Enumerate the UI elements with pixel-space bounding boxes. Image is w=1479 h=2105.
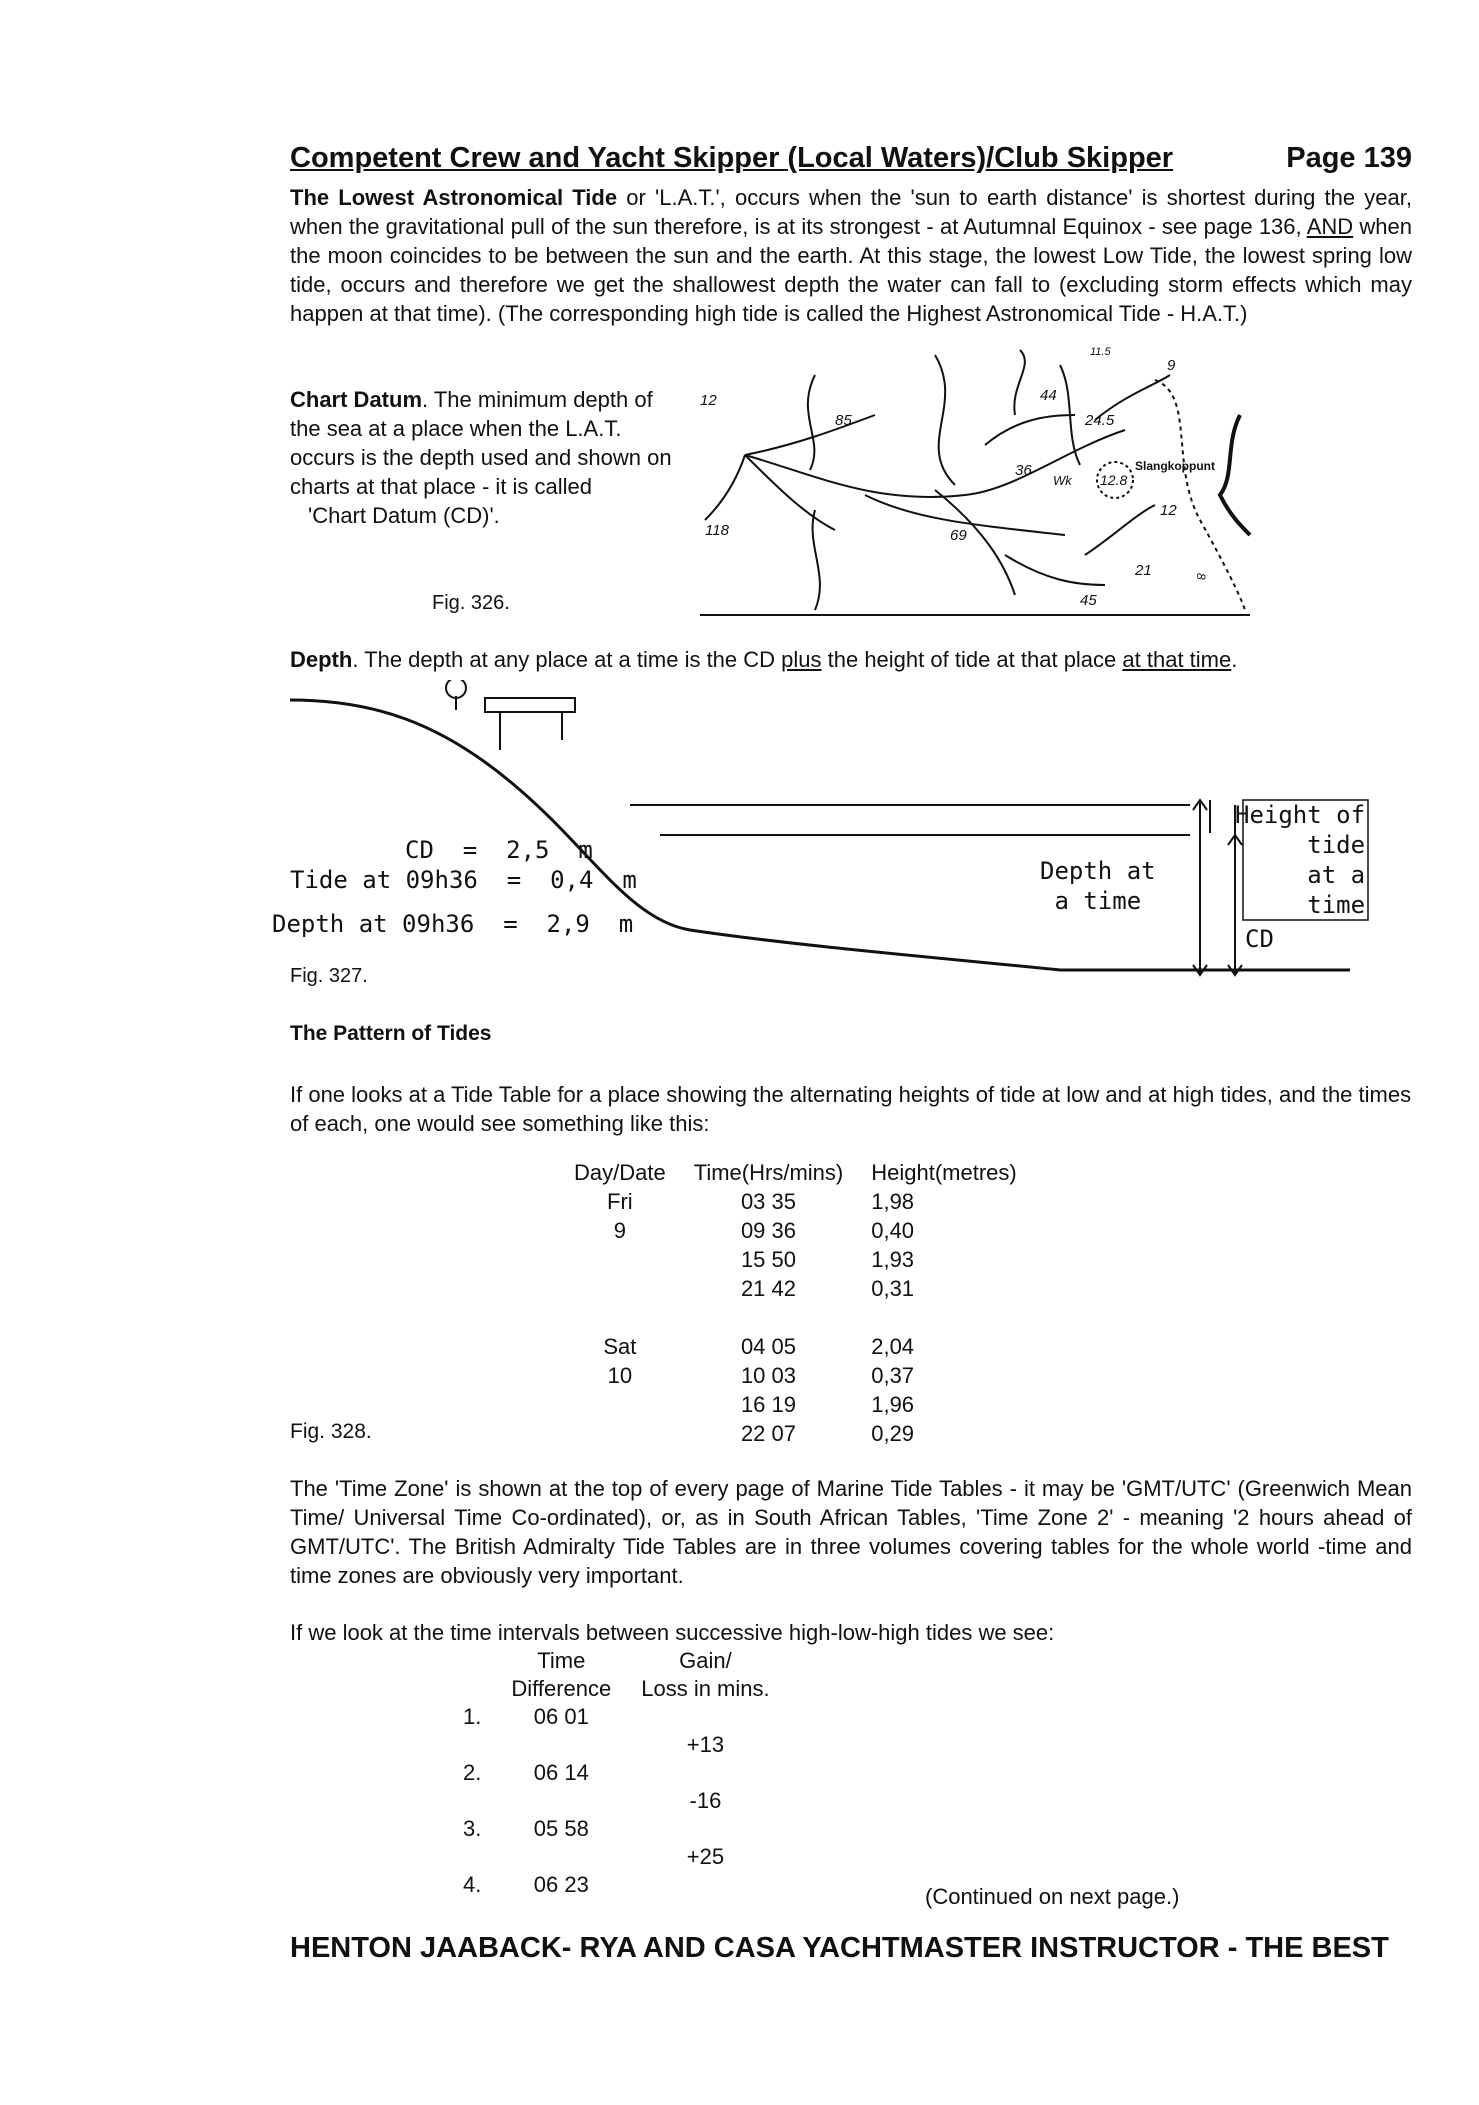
chart-datum-term: Chart Datum: [290, 387, 423, 412]
table-row: [560, 1189, 1031, 1218]
fig326-chart-sketch: [685, 345, 1255, 625]
cell-gain: -16: [689, 1788, 722, 1813]
table-row: [560, 1421, 1031, 1450]
page-number: Page 139: [1286, 142, 1412, 174]
col-height-header: Height(metres): [871, 1160, 1017, 1185]
chart-datum-paragraph: [290, 385, 675, 530]
sounding-85: 85: [835, 412, 852, 429]
col-time-header-2: Difference: [511, 1676, 612, 1701]
headland-shore: [1220, 415, 1250, 535]
cell-time: 21 42: [740, 1276, 796, 1301]
channel-3: [705, 455, 745, 520]
intervals-header-row-1: [455, 1648, 778, 1676]
cell-index: 1.: [463, 1704, 482, 1729]
table-row: [455, 1816, 778, 1844]
cell-day: 9: [613, 1218, 626, 1243]
cell-diff: 06 01: [533, 1704, 589, 1729]
lat-term: The Lowest Astronomical Tide: [290, 185, 618, 210]
channel-7: [985, 415, 1075, 445]
cell-gain: +25: [686, 1844, 725, 1869]
cd-value-line: CD = 2,5 m: [405, 836, 593, 864]
fig327-depth-diagram: [290, 680, 1370, 990]
cell-index: 3.: [463, 1816, 482, 1841]
fig328-caption: Fig. 328.: [290, 1420, 372, 1443]
sounding-44: 44: [1040, 387, 1057, 404]
page-header: [290, 142, 1412, 175]
pattern-intro: If one looks at a Tide Table for a place showing the alternating heights of tide at low and at high tides, and the times of each, one would see something like this:: [290, 1082, 1412, 1136]
cell-day: [560, 1305, 680, 1334]
depth-at-that-time: at that time: [1122, 647, 1232, 672]
page-footer: HENTON JAABACK- RYA AND CASA YACHTMASTER INSTRUCTOR - THE BEST: [290, 1932, 1389, 1964]
sounding-24-5: 24.5: [1085, 412, 1115, 429]
channel-10: [1085, 505, 1155, 555]
channel-5: [935, 490, 1015, 595]
col-gain-header-2: Loss in mins.: [641, 1676, 770, 1701]
timezone-paragraph: The 'Time Zone' is shown at the top of every page of Marine Tide Tables - it may be 'GMT/UTC' (Greenwich Mean Time/ Universal Time Co-ordinated), or, as in South African Tables, 'Time Zone 2' - meaning '2 hours ahead of GMT/UTC'. The British Admiralty Tide Tables are in three volumes covering tables for the whole world -time and time zones are obviously very important.: [290, 1476, 1412, 1588]
sounding-36: 36: [1015, 462, 1032, 479]
lat-text-2: when the moon coincides to be between the sun and the earth. At this stage, the lowest Low Tide, the lowest spring low tide, occurs and therefore we get the shallowest depth the water can fall to (excluding storm effects which may happen at that time). (The corresponding high tide is called the Highest Astronomical Tide - H.A.T.): [290, 214, 1412, 326]
cell-time: 09 36: [740, 1218, 796, 1243]
intervals-intro: If we look at the time intervals between successive high-low-high tides we see:: [290, 1620, 1055, 1645]
lat-text-1: or 'L.A.T.', occurs when the 'sun to earth distance' is shortest during the year, when the gravitational pull of the sun therefore, is at its strongest - at Autumnal Equinox - see page 136,: [290, 185, 1412, 239]
col-time-header-1: Time: [537, 1648, 586, 1673]
cell-time: 22 07: [740, 1421, 796, 1446]
table-row: [455, 1872, 778, 1900]
cell-height: 0,29: [871, 1421, 915, 1446]
chart-datum-text: . The minimum depth of the sea at a place when the L.A.T. occurs is the depth used and shown on charts at that place - it is called: [290, 387, 672, 499]
cell-height: 1,93: [871, 1247, 915, 1272]
col-time-header: Time(Hrs/mins): [693, 1160, 844, 1185]
table-row: [560, 1218, 1031, 1247]
col-daydate-header: Day/Date: [574, 1160, 666, 1185]
depth-plus: plus: [781, 647, 822, 672]
header-title: Competent Crew and Yacht Skipper (Local Waters)/Club Skipper: [290, 142, 1174, 174]
sounding-8: 8: [1194, 573, 1208, 580]
tide-table: [560, 1160, 1031, 1450]
fig326-caption: Fig. 326.: [432, 592, 510, 614]
chart-contour-1: [808, 375, 820, 610]
intervals-header-row-2: [455, 1676, 778, 1704]
sounding-69: 69: [950, 527, 967, 544]
table-row: [560, 1305, 1031, 1334]
sounding-12a: 12: [700, 392, 717, 409]
cell-diff: 06 23: [533, 1872, 589, 1897]
cell-height: 1,96: [871, 1392, 915, 1417]
depth-end: .: [1231, 647, 1238, 672]
sounding-21: 21: [1135, 562, 1152, 579]
pattern-heading: The Pattern of Tides: [290, 1022, 492, 1045]
table-row: [560, 1363, 1031, 1392]
cell-time: 03 35: [740, 1189, 796, 1214]
cell-day: 10: [607, 1363, 633, 1388]
depth-paragraph: [290, 645, 1412, 674]
jetty-deck: [485, 698, 575, 712]
cell-index: 2.: [463, 1760, 482, 1785]
cd-diagram-label: CD: [1245, 925, 1274, 953]
sounding-11-5: 11.5: [1090, 346, 1111, 358]
depth-at-a-time-label: Depth at a time: [1040, 857, 1156, 915]
sounding-12b: 12: [1160, 502, 1177, 519]
sounding-9: 9: [1167, 357, 1176, 374]
chart-contour-3: [1014, 350, 1080, 465]
col-gain-header-1: Gain/: [679, 1648, 732, 1673]
intervals-table: [455, 1648, 778, 1900]
table-row: [455, 1704, 778, 1732]
depth-text-1: . The depth at any place at a time is the CD: [352, 647, 782, 672]
cell-day: Sat: [603, 1334, 637, 1359]
tree-icon: [446, 680, 466, 710]
depth-value-line: Depth at 09h36 = 2,9 m: [272, 910, 634, 938]
sounding-118: 118: [705, 522, 729, 539]
cell-height: 0,40: [871, 1218, 915, 1243]
table-row: [560, 1334, 1031, 1363]
channel-8: [1005, 555, 1105, 585]
channel-2: [745, 455, 835, 530]
cell-height: 0,31: [871, 1276, 915, 1301]
tide-table-header: [560, 1160, 1031, 1189]
sounding-45: 45: [1080, 592, 1097, 609]
cell-time: [680, 1305, 858, 1334]
table-row: [560, 1276, 1031, 1305]
cell-time: 15 50: [740, 1247, 796, 1272]
height-of-tide-label: Height of tide at a time: [1235, 801, 1366, 919]
cell-time: 16 19: [740, 1392, 796, 1417]
cell-day: [560, 1276, 680, 1305]
depth-text-2: the height of tide at that place: [821, 647, 1123, 672]
lat-and: AND: [1306, 214, 1354, 239]
cell-height: [857, 1305, 1030, 1334]
cell-height: 2,04: [871, 1334, 915, 1359]
cell-time: 04 05: [740, 1334, 796, 1359]
table-row: [455, 1732, 778, 1760]
cell-index: 4.: [463, 1872, 482, 1897]
cell-height: 1,98: [871, 1189, 915, 1214]
cell-diff: 05 58: [533, 1816, 589, 1841]
table-row: [455, 1760, 778, 1788]
cell-day: Fri: [607, 1189, 633, 1214]
depth-term: Depth: [290, 647, 353, 672]
table-row: [560, 1247, 1031, 1276]
lat-paragraph: [290, 183, 1412, 328]
cell-time: 10 03: [740, 1363, 796, 1388]
tide-value-line: Tide at 09h36 = 0,4 m: [290, 866, 637, 894]
cell-diff: 06 14: [533, 1760, 589, 1785]
chart-datum-name: 'Chart Datum (CD)'.: [308, 503, 500, 528]
fig327-caption: Fig. 327.: [290, 965, 368, 987]
table-row: [455, 1788, 778, 1816]
cell-height: 0,37: [871, 1363, 915, 1388]
wreck-label: Wk: [1053, 473, 1072, 488]
sounding-12-8: 12.8: [1100, 472, 1128, 488]
chart-contour-2: [935, 355, 955, 485]
table-row: [455, 1844, 778, 1872]
cell-day: [560, 1392, 680, 1421]
cell-day: [560, 1421, 680, 1450]
cell-gain: +13: [686, 1732, 725, 1757]
place-slangkoppunt: Slangkoppunt: [1135, 459, 1215, 473]
table-row: [560, 1392, 1031, 1421]
continued-note: (Continued on next page.): [925, 1884, 1180, 1909]
cell-day: [560, 1247, 680, 1276]
